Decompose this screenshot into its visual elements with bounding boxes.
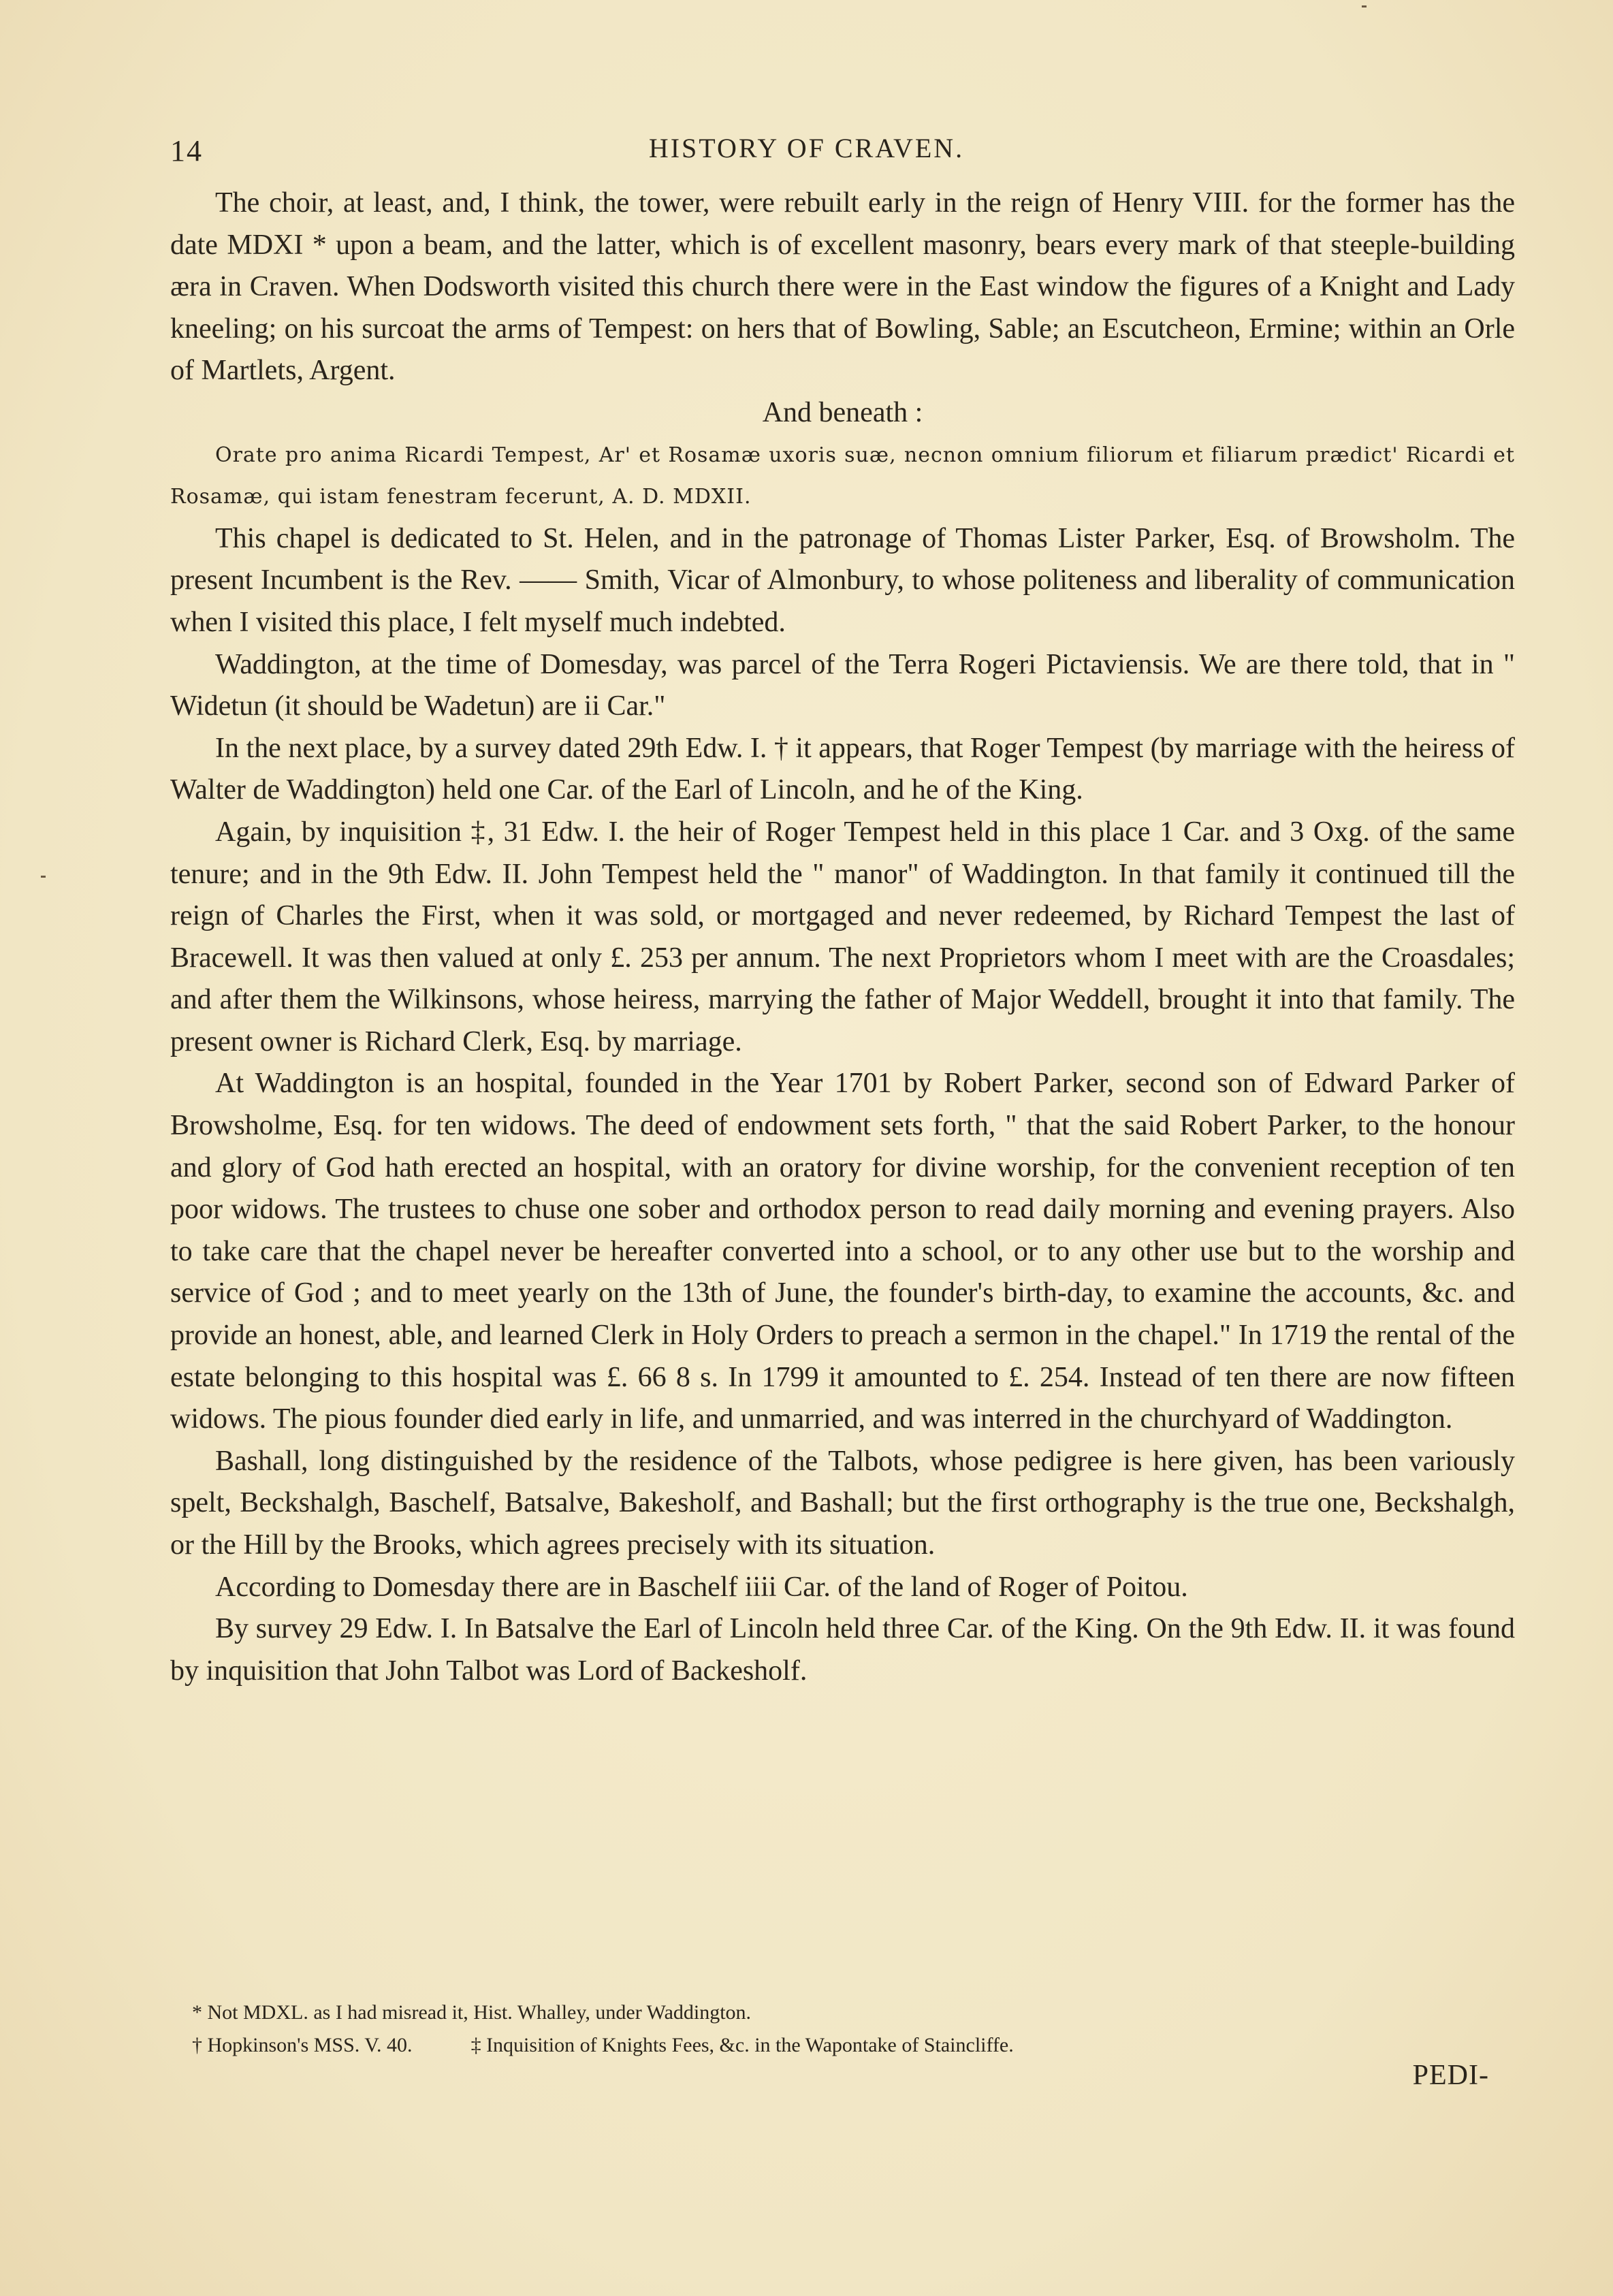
footnote-asterisk: * Not MDXL. as I had misread it, Hist. Whalley, under Waddington. [192, 2001, 752, 2024]
paragraph-hospital: At Waddington is an hospital, founded in the Year 1701 by Robert Parker, second son of Edward Parker of Browsholme, Esq. for ten widows. The deed of endowment sets forth, " that the said Robert Parker, to the honour and glory of God hath erected an hospital, with an oratory for divine worship, for the convenient reception of ten poor widows. The trustees to chuse one sober and orthodox person to read daily morning and evening prayers. Also to take care that the chapel never be hereafter converted into a school, or to any other use but to the worship and service of God ; and to meet yearly on the 13th of June, the founder's birth-day, to examine the accounts, &c. and provide an honest, able, and learned Clerk in Holy Orders to preach a sermon in the chapel." In 1719 the rental of the estate belonging to this hospital was £. 66 8 s. In 1799 it amounted to £. 254. Instead of ten there are now fifteen widows. The pious founder died early in life, and unmarried, and was interred in the churchyard of Waddington. [170, 1068, 1515, 1435]
footnote-double-dagger: ‡ Inquisition of Knights Fees, &c. in the Wapontake of Staincliffe. [470, 2034, 1014, 2056]
paragraph-waddington-domesday: Waddington, at the time of Domesday, was parcel of the Terra Rogeri Pictaviensis. We are there told, that in " Widetun (it should be Wadetun) are ii Car." [170, 648, 1515, 722]
paragraph-inquisition: Again, by inquisition ‡, 31 Edw. I. the heir of Roger Tempest held in this place 1 Car. and 3 Oxg. of the same tenure; and in the 9th Edw. II. John Tempest held the " manor" of Waddington. In that family it continued till the reign of Charles the First, when it was sold, or mortgaged and never redeemed, by Richard Tempest the last of Bracewell. It was then valued at only £. 253 per annum. The next Proprietors whom I meet with are the Croasdales; and after them the Wilkinsons, whose heiress, marrying the father of Major Weddell, brought it into that family. The present owner is Richard Clerk, Esq. by marriage. [170, 816, 1515, 1057]
main-text [170, 182, 1515, 1692]
catchword: PEDI- [1412, 2060, 1489, 2091]
footnotes-row [192, 2032, 1486, 2059]
paragraph-baschelf: According to Domesday there are in Baschelf iiii Car. of the land of Roger of Poitou. [215, 1571, 1188, 1603]
paper-speck [41, 876, 46, 878]
paragraph-survey: In the next place, by a survey dated 29th Edw. I. † it appears, that Roger Tempest (by marriage with the heiress of Walter de Waddington) held one Car. of the Earl of Lincoln, and he of the King. [170, 732, 1515, 806]
and-beneath-line: And beneath : [762, 396, 923, 428]
running-head: HISTORY OF CRAVEN. [648, 133, 965, 163]
paragraph-chapel: This chapel is dedicated to St. Helen, and in the patronage of Thomas Lister Parker, Esq. of Browsholm. The present Incumbent is the Rev. —— Smith, Vicar of Almonbury, to whose politeness and liberality of communication when I visited this place, I felt myself much indebted. [170, 522, 1515, 638]
footnote-dagger: † Hopkinson's MSS. V. 40. [192, 2034, 413, 2056]
blackletter-inscription: Orate pro anima Ricardi Tempest, Ar' et Rosamæ uxoris suæ, necnon omnium filiorum et filiarum prædict' Ricardi et Rosamæ, qui istam fenestram fecerunt, A. D. MDXII. [170, 443, 1515, 509]
paragraph-batsalve: By survey 29 Edw. I. In Batsalve the Earl of Lincoln held three Car. of the King. On the 9th Edw. II. it was found by inquisition that John Talbot was Lord of Backesholf. [170, 1613, 1515, 1687]
paper-speck [1362, 5, 1367, 7]
paragraph-choir: The choir, at least, and, I think, the tower, were rebuilt early in the reign of Henry VIII. for the former has the date MDXI * upon a beam, and the latter, which is of excellent masonry, bears every mark of that steeple-building æra in Craven. When Dodsworth visited this church there were in the East window the figures of a Knight and Lady kneeling; on his surcoat the arms of Tempest: on hers that of Bowling, Sable; an Escutcheon, Ermine; within an Orle of Martlets, Argent. [170, 187, 1515, 387]
page-number: 14 [170, 134, 203, 168]
paragraph-bashall: Bashall, long distinguished by the residence of the Talbots, whose pedigree is here given, has been variously spelt, Beckshalgh, Baschelf, Batsalve, Bakesholf, and Bashall; but the first orthography is the true one, Beckshalgh, or the Hill by the Brooks, which agrees precisely with its situation. [170, 1445, 1515, 1561]
